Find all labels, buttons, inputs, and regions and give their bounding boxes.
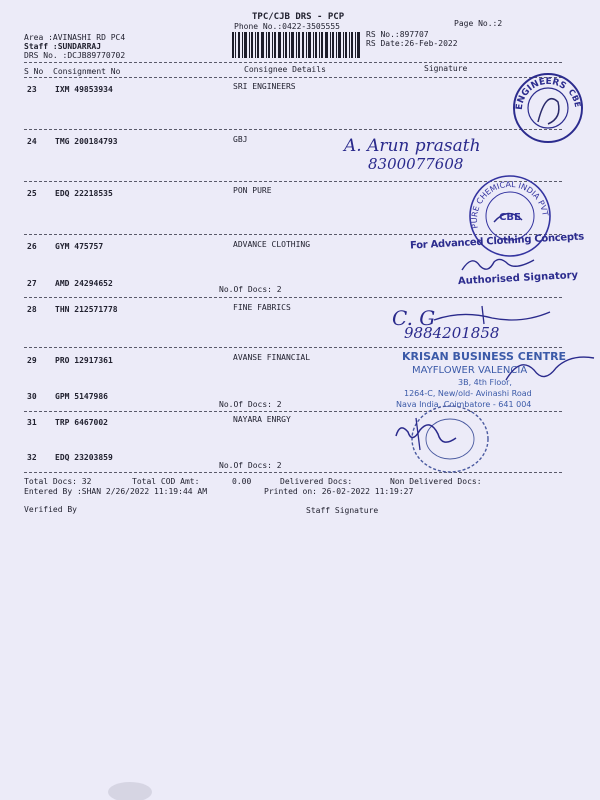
total-docs: Total Docs: 32 — [24, 477, 92, 486]
divider — [24, 129, 562, 130]
column-header-signature: Signature — [424, 64, 468, 73]
ponpure-stamp-text: PURE CHEMICAL INDIA PVT — [469, 179, 550, 230]
engineers-stamp-city: CBE — [566, 87, 583, 108]
divider — [24, 77, 562, 78]
total-cod-value: 0.00 — [232, 477, 252, 486]
engineers-stamp-text: ENGINEERS — [514, 76, 568, 111]
staff-signature-label: Staff Signature — [306, 506, 379, 515]
row-consignment: TMG 200184793 — [55, 137, 118, 146]
rs-number: RS No.:897707 — [366, 30, 429, 39]
delivered-docs: Delivered Docs: — [280, 477, 353, 486]
row-consignee: PON PURE — [233, 186, 272, 195]
row-sno: 25 — [27, 189, 37, 198]
row-sno: 27 — [27, 279, 37, 288]
ponpure-stamp — [464, 170, 556, 262]
drs-number: DRS No. :DCJB89770702 — [24, 51, 126, 60]
entered-by: Entered By :SHAN 2/26/2022 11:19:44 AM — [24, 487, 208, 496]
address-stamp-line: MAYFLOWER VALENCIA — [412, 365, 528, 376]
row-consignment: GPM 5147986 — [55, 392, 108, 401]
row-doc-count: No.Of Docs: 2 — [219, 461, 282, 470]
row-consignment: EDQ 22218535 — [55, 189, 113, 198]
rs-date: RS Date:26-Feb-2022 — [366, 39, 458, 48]
page-number: Page No.:2 — [454, 19, 503, 28]
total-cod-label: Total COD Amt: — [132, 477, 200, 486]
handwritten-name: C. G — [392, 306, 436, 330]
signature-mark — [458, 252, 538, 276]
verified-by: Verified By — [24, 505, 77, 514]
divider — [24, 62, 562, 63]
row-consignee: FINE FABRICS — [233, 303, 291, 312]
address-stamp-line: 1264-C, New/old- Avinashi Road — [404, 389, 532, 398]
divider — [24, 347, 562, 348]
handwritten-name: A. Arun prasath — [344, 136, 481, 156]
handwritten-phone: 8300077608 — [368, 155, 464, 173]
row-sno: 26 — [27, 242, 37, 251]
svg-text:CBE — [566, 88, 582, 108]
row-consignee: ADVANCE CLOTHING — [233, 240, 311, 249]
area: Area :AVINASHI RD PC4 — [24, 33, 126, 42]
row-consignment: TRP 6467002 — [55, 418, 108, 427]
smudge — [100, 770, 160, 800]
handwritten-phone: 9884201858 — [404, 324, 500, 342]
column-header-consignee: Consignee Details — [244, 65, 326, 74]
row-sno: 32 — [27, 453, 37, 462]
column-header-consignment: Consignment No — [53, 67, 121, 76]
divider — [24, 297, 562, 298]
signature-mark — [390, 414, 460, 454]
row-sno: 23 — [27, 85, 37, 94]
row-consignee: GBJ — [233, 135, 248, 144]
row-consignment: GYM 475757 — [55, 242, 104, 251]
engineers-stamp — [510, 70, 586, 146]
report-title: TPC/CJB DRS - PCP — [252, 12, 345, 22]
printed-on: Printed on: 26-02-2022 11:19:27 — [264, 487, 414, 496]
phone-number: Phone No.:0422-3505555 — [234, 22, 340, 31]
barcode — [232, 32, 360, 58]
non-delivered-docs: Non Delivered Docs: — [390, 477, 482, 486]
row-sno: 24 — [27, 137, 37, 146]
ponpure-stamp-city: CBE — [499, 212, 521, 223]
row-consignee: NAYARA ENRGY — [233, 415, 291, 424]
row-sno: 28 — [27, 305, 37, 314]
row-consignment: IXM 49853934 — [55, 85, 113, 94]
address-stamp-line: 3B, 4th Floor, — [458, 378, 512, 387]
row-doc-count: No.Of Docs: 2 — [219, 400, 282, 409]
row-doc-count: No.Of Docs: 2 — [219, 285, 282, 294]
row-sno: 31 — [27, 418, 37, 427]
row-consignment: EDQ 23203859 — [55, 453, 113, 462]
row-consignment: AMD 24294652 — [55, 279, 113, 288]
row-consignee: SRI ENGINEERS — [233, 82, 296, 91]
staff-name: Staff :SUNDARRAJ — [24, 42, 102, 51]
row-sno: 30 — [27, 392, 37, 401]
company-stamp-signatory: Authorised Signatory — [457, 269, 579, 288]
column-header-sno: S No — [24, 67, 44, 76]
row-sno: 29 — [27, 356, 37, 365]
row-consignment: THN 212571778 — [55, 305, 118, 314]
address-stamp-name: KRISAN BUSINESS CENTRE — [402, 350, 567, 363]
company-stamp-name: For Advanced Clothing Concepts — [409, 231, 585, 252]
row-consignment: PRO 12917361 — [55, 356, 113, 365]
address-stamp-line: Nava India, Coimbatore - 641 004 — [396, 400, 532, 409]
row-consignee: AVANSE FINANCIAL — [233, 353, 311, 362]
signature-mark — [500, 350, 596, 390]
svg-text:ENGINEERS — [515, 77, 568, 111]
